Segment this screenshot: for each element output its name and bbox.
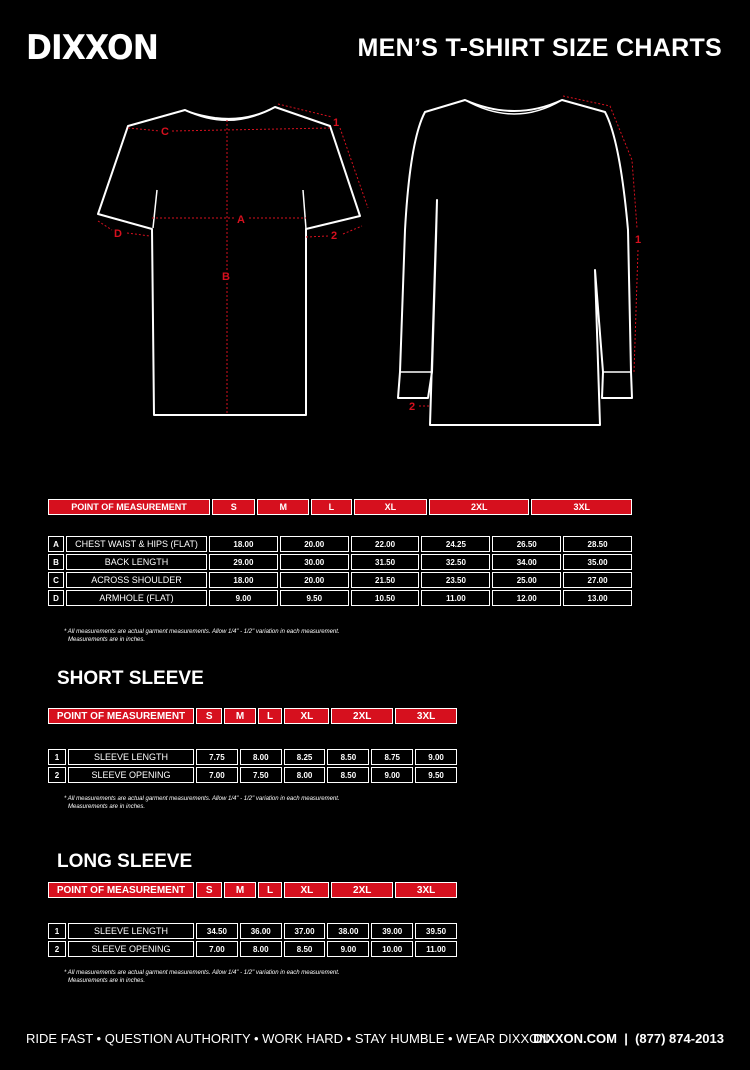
table-cell: 9.00	[209, 590, 278, 606]
long-sleeve-table	[46, 921, 459, 959]
table-cell: 8.00	[240, 749, 282, 765]
table-cell: 8.50	[284, 941, 326, 957]
table-cell: 9.00	[415, 749, 457, 765]
row-label: SLEEVE OPENING	[68, 767, 194, 783]
table-cell: 7.00	[196, 941, 238, 957]
page-title: MEN’S T-SHIRT SIZE CHARTS	[357, 34, 722, 62]
row-label: SLEEVE OPENING	[68, 941, 194, 957]
table-cell: 36.00	[240, 923, 282, 939]
table-cell: 32.50	[421, 554, 490, 570]
header-cell: 3XL	[395, 708, 457, 724]
table-row	[48, 572, 632, 588]
row-key: D	[48, 590, 64, 606]
table-cell: 18.00	[209, 572, 278, 588]
header-cell: M	[224, 882, 255, 898]
short-sleeve-title: SHORT SLEEVE	[57, 668, 204, 689]
table-cell: 12.00	[492, 590, 561, 606]
note-line: Measurements are in inches.	[68, 637, 146, 643]
table-cell: 24.25	[421, 536, 490, 552]
table-cell: 29.00	[209, 554, 278, 570]
table-row	[48, 749, 457, 765]
short-sleeve-table	[46, 747, 459, 785]
row-label: BACK LENGTH	[66, 554, 207, 570]
row-key: B	[48, 554, 64, 570]
table-cell: 11.00	[415, 941, 457, 957]
footer-contact[interactable]: DIXXON.COM | (877) 874-2013	[533, 1031, 724, 1046]
table-row	[48, 941, 457, 957]
label-1-short: 1	[333, 117, 340, 129]
table-cell: 26.50	[492, 536, 561, 552]
table-cell: 9.00	[327, 941, 369, 957]
table-cell: 30.00	[280, 554, 349, 570]
row-key: 2	[48, 767, 66, 783]
table-cell: 34.00	[492, 554, 561, 570]
header-cell: S	[196, 882, 222, 898]
note-line: Measurements are in inches.	[68, 804, 146, 810]
garment-diagram	[80, 88, 660, 438]
long-sleeve-measure-lines	[419, 96, 638, 406]
header-cell: XL	[284, 882, 329, 898]
header-cell: XL	[354, 499, 427, 515]
label-d: D	[114, 228, 122, 240]
table-cell: 27.00	[563, 572, 632, 588]
table-cell: 21.50	[351, 572, 420, 588]
table-row	[48, 767, 457, 783]
body-table-header	[46, 497, 634, 517]
table-cell: 8.50	[327, 749, 369, 765]
table-cell: 9.50	[415, 767, 457, 783]
long-sleeve-title: LONG SLEEVE	[57, 851, 193, 872]
header-cell: 3XL	[531, 499, 632, 515]
measurement-note	[64, 969, 340, 985]
row-label: SLEEVE LENGTH	[68, 923, 194, 939]
table-row	[48, 923, 457, 939]
row-key: C	[48, 572, 64, 588]
label-2-long: 2	[409, 401, 416, 413]
header-cell: S	[212, 499, 255, 515]
short-sleeve-header	[46, 706, 459, 726]
header-cell: POINT OF MEASUREMENT	[48, 882, 194, 898]
table-cell: 9.50	[280, 590, 349, 606]
table-cell: 34.50	[196, 923, 238, 939]
table-cell: 13.00	[563, 590, 632, 606]
table-row	[48, 554, 632, 570]
table-cell: 39.50	[415, 923, 457, 939]
note-line: Measurements are in inches.	[68, 978, 146, 984]
table-cell: 7.00	[196, 767, 238, 783]
table-cell: 8.25	[284, 749, 326, 765]
header-cell: XL	[284, 708, 329, 724]
table-cell: 20.00	[280, 536, 349, 552]
table-cell: 9.00	[371, 767, 413, 783]
row-key: 1	[48, 923, 66, 939]
table-row	[48, 536, 632, 552]
table-cell: 35.00	[563, 554, 632, 570]
row-key: 1	[48, 749, 66, 765]
header-cell: M	[257, 499, 309, 515]
table-cell: 10.50	[351, 590, 420, 606]
footer-slogan: RIDE FAST • QUESTION AUTHORITY • WORK HARD • STAY HUMBLE • WEAR DIXXON	[26, 1031, 549, 1046]
header-cell: L	[311, 499, 352, 515]
row-key: A	[48, 536, 64, 552]
table-cell: 8.00	[240, 941, 282, 957]
table-cell: 22.00	[351, 536, 420, 552]
header-cell: POINT OF MEASUREMENT	[48, 708, 194, 724]
table-cell: 25.00	[492, 572, 561, 588]
table-cell: 31.50	[351, 554, 420, 570]
table-cell: 28.50	[563, 536, 632, 552]
row-key: 2	[48, 941, 66, 957]
header-cell: 3XL	[395, 882, 457, 898]
short-sleeve-tee-illustration	[98, 107, 360, 415]
row-label: ARMHOLE (FLAT)	[66, 590, 207, 606]
table-cell: 8.00	[284, 767, 326, 783]
body-table	[46, 534, 634, 608]
diagram-labels	[114, 117, 641, 413]
label-1-long: 1	[635, 234, 642, 246]
table-cell: 8.75	[371, 749, 413, 765]
table-cell: 11.00	[421, 590, 490, 606]
label-c: C	[161, 126, 169, 138]
long-sleeve-tee-illustration	[398, 100, 632, 425]
table-cell: 38.00	[327, 923, 369, 939]
header-cell: 2XL	[331, 882, 393, 898]
header-cell: 2XL	[331, 708, 393, 724]
row-label: SLEEVE LENGTH	[68, 749, 194, 765]
header-cell: M	[224, 708, 255, 724]
measurement-note	[64, 795, 340, 811]
row-label: CHEST WAIST & HIPS (FLAT)	[66, 536, 207, 552]
table-cell: 20.00	[280, 572, 349, 588]
measurement-note	[64, 628, 340, 644]
note-line: * All measurements are actual garment measurements. Allow 1/4" - 1/2" variation in each measurement.	[64, 796, 340, 802]
table-cell: 37.00	[284, 923, 326, 939]
row-label: ACROSS SHOULDER	[66, 572, 207, 588]
long-sleeve-header	[46, 880, 459, 900]
table-cell: 10.00	[371, 941, 413, 957]
table-cell: 7.75	[196, 749, 238, 765]
brand-logo: DIXXON	[26, 28, 158, 68]
header-cell: S	[196, 708, 222, 724]
header-cell: 2XL	[429, 499, 529, 515]
table-cell: 7.50	[240, 767, 282, 783]
table-cell: 23.50	[421, 572, 490, 588]
table-cell: 39.00	[371, 923, 413, 939]
header-cell: L	[258, 708, 283, 724]
short-sleeve-measure-lines	[98, 104, 368, 414]
label-2-short: 2	[331, 230, 338, 242]
header-cell: L	[258, 882, 283, 898]
table-cell: 18.00	[209, 536, 278, 552]
label-a: A	[237, 214, 245, 226]
note-line: * All measurements are actual garment measurements. Allow 1/4" - 1/2" variation in each measurement.	[64, 970, 340, 976]
label-b: B	[222, 271, 230, 283]
table-row	[48, 590, 632, 606]
table-cell: 8.50	[327, 767, 369, 783]
note-line: * All measurements are actual garment measurements. Allow 1/4" - 1/2" variation in each measurement.	[64, 629, 340, 635]
header-cell: POINT OF MEASUREMENT	[48, 499, 210, 515]
